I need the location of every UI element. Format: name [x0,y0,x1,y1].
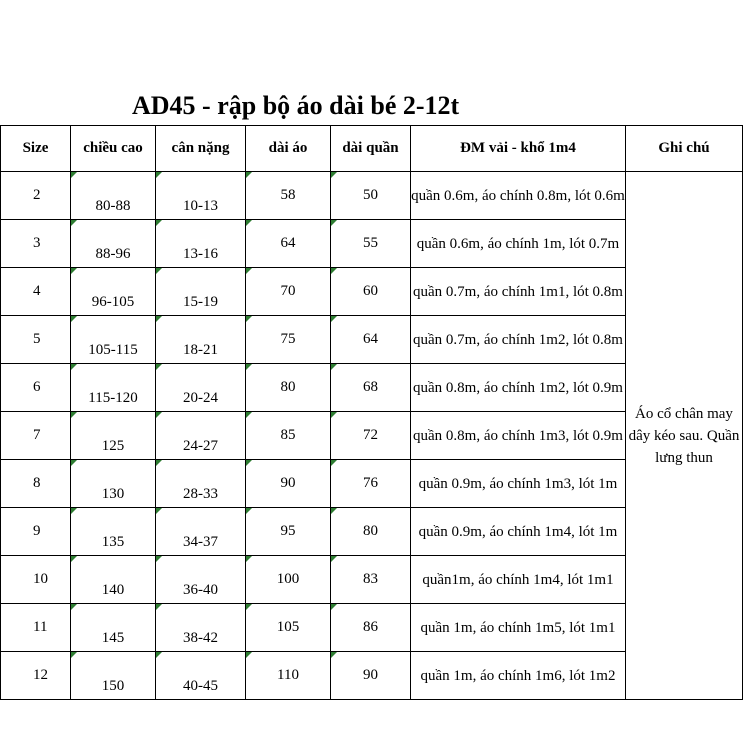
cell-marker-icon [331,508,337,514]
height-cell-text: 125 [101,438,125,454]
shirt-length-cell [246,556,331,604]
cell-marker-icon [156,172,162,178]
fabric-cell-text: quần 0.8m, áo chính 1m2, lót 0.9m [413,379,623,396]
fabric-cell [411,604,626,652]
pants-length-cell-text: 50 [363,187,378,203]
size-cell [1,460,71,508]
size-cell-text: 11 [33,619,48,635]
height-cell [71,460,156,508]
cell-marker-icon [246,508,252,514]
weight-cell-text: 36-40 [183,582,218,598]
shirt-length-cell-text: 80 [280,379,296,395]
size-cell [1,604,71,652]
height-cell [71,172,156,220]
pants-length-cell [331,556,411,604]
height-cell-text: 96-105 [91,294,135,310]
pants-length-cell [331,460,411,508]
cell-marker-icon [331,604,337,610]
weight-cell-text: 40-45 [183,678,218,694]
height-cell [71,652,156,700]
shirt-length-cell-text: 105 [276,619,300,635]
shirt-length-cell [246,604,331,652]
cell-marker-icon [246,412,252,418]
size-cell [1,508,71,556]
shirt-length-cell [246,364,331,412]
note-cell [626,172,743,700]
weight-cell-text: 28-33 [183,486,218,502]
pants-length-cell-text: 60 [363,283,378,299]
cell-marker-icon [246,316,252,322]
cell-marker-icon [246,364,252,370]
weight-cell-text: 34-37 [183,534,218,550]
cell-marker-icon [156,460,162,466]
fabric-cell [411,412,626,460]
header-weight: cân nặng [156,126,246,172]
cell-marker-icon [71,652,77,658]
cell-marker-icon [331,316,337,322]
size-cell [1,652,71,700]
weight-cell [156,316,246,364]
height-cell [71,220,156,268]
pants-length-cell [331,508,411,556]
size-cell [1,316,71,364]
size-cell-text: 9 [33,523,41,539]
fabric-cell [411,556,626,604]
size-cell-text: 12 [33,667,48,683]
cell-marker-icon [331,268,337,274]
fabric-cell [411,268,626,316]
shirt-length-cell [246,412,331,460]
fabric-cell-text: quần 0.9m, áo chính 1m4, lót 1m [418,523,618,540]
fabric-cell-text: quần 0.7m, áo chính 1m2, lót 0.8m [413,331,623,348]
pants-length-cell [331,220,411,268]
cell-marker-icon [71,556,77,562]
weight-cell [156,604,246,652]
height-cell [71,556,156,604]
size-cell-text: 5 [33,331,41,347]
cell-marker-icon [331,652,337,658]
weight-cell [156,412,246,460]
pants-length-cell-text: 72 [363,427,378,443]
fabric-cell [411,508,626,556]
pants-length-cell-text: 55 [363,235,378,251]
cell-marker-icon [246,652,252,658]
size-cell-text: 2 [33,187,41,203]
cell-marker-icon [246,268,252,274]
shirt-length-cell-text: 90 [280,475,296,491]
pants-length-cell-text: 64 [363,331,378,347]
size-cell-text: 10 [33,571,48,587]
weight-cell-text: 38-42 [183,630,218,646]
cell-marker-icon [71,604,77,610]
sheet-title [0,88,750,124]
cell-marker-icon [156,364,162,370]
table-row [1,172,743,220]
header-row [1,126,743,172]
weight-cell [156,364,246,412]
size-cell-text: 6 [33,379,41,395]
header-size: Size [1,126,71,172]
size-cell-text: 3 [33,235,41,251]
note-text: Áo cổ chân may dây kéo sau. Quần lưng thun [628,405,740,466]
fabric-cell [411,460,626,508]
height-cell [71,268,156,316]
weight-cell-text: 24-27 [183,438,218,454]
height-cell-text: 145 [101,630,125,646]
height-cell-text: 135 [101,534,125,550]
cell-marker-icon [71,460,77,466]
cell-marker-icon [156,604,162,610]
cell-marker-icon [246,556,252,562]
shirt-length-cell-text: 100 [276,571,300,587]
shirt-length-cell [246,316,331,364]
pants-length-cell [331,172,411,220]
height-cell [71,316,156,364]
pants-length-cell-text: 90 [363,667,378,683]
cell-marker-icon [156,412,162,418]
height-cell-text: 80-88 [95,198,131,214]
shirt-length-cell-text: 110 [277,667,299,683]
shirt-length-cell-text: 75 [280,331,296,347]
size-cell [1,268,71,316]
height-cell [71,364,156,412]
fabric-cell [411,316,626,364]
weight-cell [156,652,246,700]
height-cell-text: 88-96 [95,246,131,262]
size-cell-text: 8 [33,475,41,491]
pants-length-cell-text: 83 [363,571,378,587]
pants-length-cell [331,652,411,700]
fabric-cell [411,220,626,268]
size-cell [1,364,71,412]
height-cell [71,412,156,460]
weight-cell [156,460,246,508]
cell-marker-icon [71,268,77,274]
size-table [0,125,743,700]
shirt-length-cell [246,220,331,268]
shirt-length-cell-text: 95 [280,523,296,539]
header-pants-length: dài quần [331,126,411,172]
pants-length-cell [331,316,411,364]
cell-marker-icon [71,316,77,322]
cell-marker-icon [331,412,337,418]
shirt-length-cell [246,460,331,508]
pants-length-cell [331,604,411,652]
weight-cell [156,556,246,604]
weight-cell-text: 15-19 [183,294,218,310]
cell-marker-icon [71,508,77,514]
shirt-length-cell [246,508,331,556]
size-cell [1,556,71,604]
fabric-cell [411,172,626,220]
shirt-length-cell-text: 58 [280,187,296,203]
fabric-cell-text: quần 0.7m, áo chính 1m1, lót 0.8m [413,283,623,300]
size-cell [1,412,71,460]
height-cell-text: 140 [101,582,125,598]
cell-marker-icon [156,316,162,322]
header-fabric: ĐM vải - khổ 1m4 [411,126,626,172]
weight-cell-text: 13-16 [183,246,218,262]
cell-marker-icon [331,556,337,562]
shirt-length-cell-text: 64 [280,235,296,251]
pants-length-cell-text: 76 [363,475,378,491]
shirt-length-cell-text: 85 [280,427,296,443]
weight-cell [156,508,246,556]
shirt-length-cell [246,268,331,316]
pants-length-cell [331,268,411,316]
cell-marker-icon [71,172,77,178]
pants-length-cell-text: 86 [363,619,378,635]
cell-marker-icon [246,220,252,226]
cell-marker-icon [331,364,337,370]
size-cell [1,220,71,268]
cell-marker-icon [331,172,337,178]
weight-cell-text: 20-24 [183,390,218,406]
size-cell-text: 7 [33,427,41,443]
size-cell-text: 4 [33,283,41,299]
cell-marker-icon [156,508,162,514]
pants-length-cell [331,412,411,460]
cell-marker-icon [156,556,162,562]
cell-marker-icon [246,460,252,466]
weight-cell-text: 18-21 [183,342,218,358]
fabric-cell-text: quần1m, áo chính 1m4, lót 1m1 [422,571,614,588]
fabric-cell-text: quần 0.6m, áo chính 1m, lót 0.7m [416,235,620,252]
cell-marker-icon [156,652,162,658]
height-cell [71,604,156,652]
shirt-length-cell-text: 70 [280,283,296,299]
cell-marker-icon [246,172,252,178]
weight-cell [156,268,246,316]
cell-marker-icon [331,220,337,226]
cell-marker-icon [156,268,162,274]
height-cell-text: 150 [101,678,125,694]
cell-marker-icon [331,460,337,466]
cell-marker-icon [71,412,77,418]
header-shirt-length: dài áo [246,126,331,172]
cell-marker-icon [246,604,252,610]
header-height: chiều cao [71,126,156,172]
title-text: AD45 - rập bộ áo dài bé 2-12t [132,91,460,120]
fabric-cell-text: quần 0.8m, áo chính 1m3, lót 0.9m [413,427,623,444]
height-cell-text: 115-120 [88,390,138,406]
cell-marker-icon [71,220,77,226]
pants-length-cell [331,364,411,412]
cell-marker-icon [156,220,162,226]
height-cell-text: 105-115 [88,342,138,358]
cell-marker-icon [71,364,77,370]
shirt-length-cell [246,172,331,220]
fabric-cell-text: quần 0.9m, áo chính 1m3, lót 1m [418,475,618,492]
shirt-length-cell [246,652,331,700]
size-cell [1,172,71,220]
fabric-cell-text: quần 1m, áo chính 1m5, lót 1m1 [420,619,616,636]
weight-cell [156,172,246,220]
height-cell-text: 130 [101,486,125,502]
header-note: Ghi chú [626,126,743,172]
weight-cell-text: 10-13 [183,198,218,214]
height-cell [71,508,156,556]
fabric-cell [411,364,626,412]
weight-cell [156,220,246,268]
pants-length-cell-text: 80 [363,523,378,539]
fabric-cell-text: quần 0.6m, áo chính 0.8m, lót 0.6m [411,187,625,204]
fabric-cell-text: quần 1m, áo chính 1m6, lót 1m2 [420,667,616,684]
pants-length-cell-text: 68 [363,379,378,395]
fabric-cell [411,652,626,700]
